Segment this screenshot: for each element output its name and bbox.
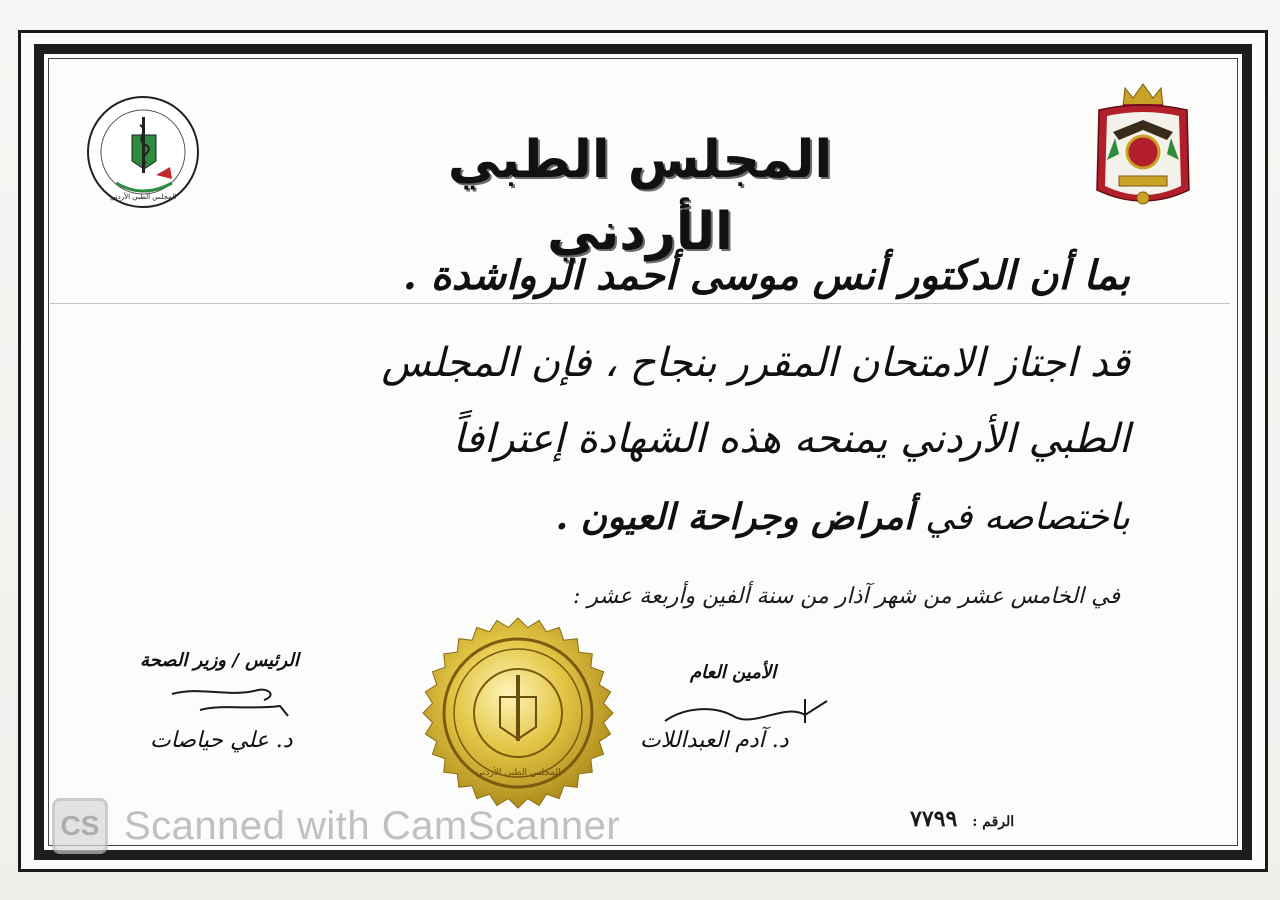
certificate-text-line: الطبي الأردني يمنحه هذه الشهادة إعترافاً <box>452 416 1130 462</box>
reference-value: ٧٧٩٩ <box>910 806 958 832</box>
president-name: د. علي حياصات <box>150 728 293 753</box>
watermark-text: Scanned with CamScanner <box>124 803 621 848</box>
camscanner-logo-icon: CS <box>52 798 108 854</box>
specialty-prefix: باختصاصه في <box>925 497 1130 538</box>
council-title: المجلس الطبي الأردني <box>447 130 833 262</box>
president-signature <box>160 680 320 730</box>
jordan-coat-of-arms <box>1085 80 1201 220</box>
president-title: الرئيس / وزير الصحة <box>140 650 299 671</box>
gold-seal <box>420 615 616 811</box>
issue-date: في الخامس عشر من شهر آذار من سنة ألفين وأربعة عشر : <box>572 584 1120 609</box>
seal-caption: المجلس الطبي الأردني <box>475 768 561 778</box>
specialty-name: أمراض وجراحة العيون . <box>555 496 914 538</box>
certificate-text-line: قد اجتاز الامتحان المقرر بنجاح ، فإن المجلس <box>381 340 1130 386</box>
recipient-line: بما أن الدكتور أنس موسى أحمد الرواشدة . <box>402 252 1130 299</box>
reference-number <box>910 806 1014 832</box>
paper-fold-line <box>50 303 1230 304</box>
medical-council-logo <box>86 95 200 209</box>
reference-label: الرقم : <box>972 814 1015 830</box>
emblem-caption: المجلس الطبي الأردني <box>109 193 177 201</box>
secretary-title: الأمين العام <box>690 662 777 683</box>
camscanner-watermark <box>52 796 620 856</box>
specialty-line <box>556 496 1130 538</box>
secretary-name: د. آدم العبداللات <box>640 728 789 753</box>
